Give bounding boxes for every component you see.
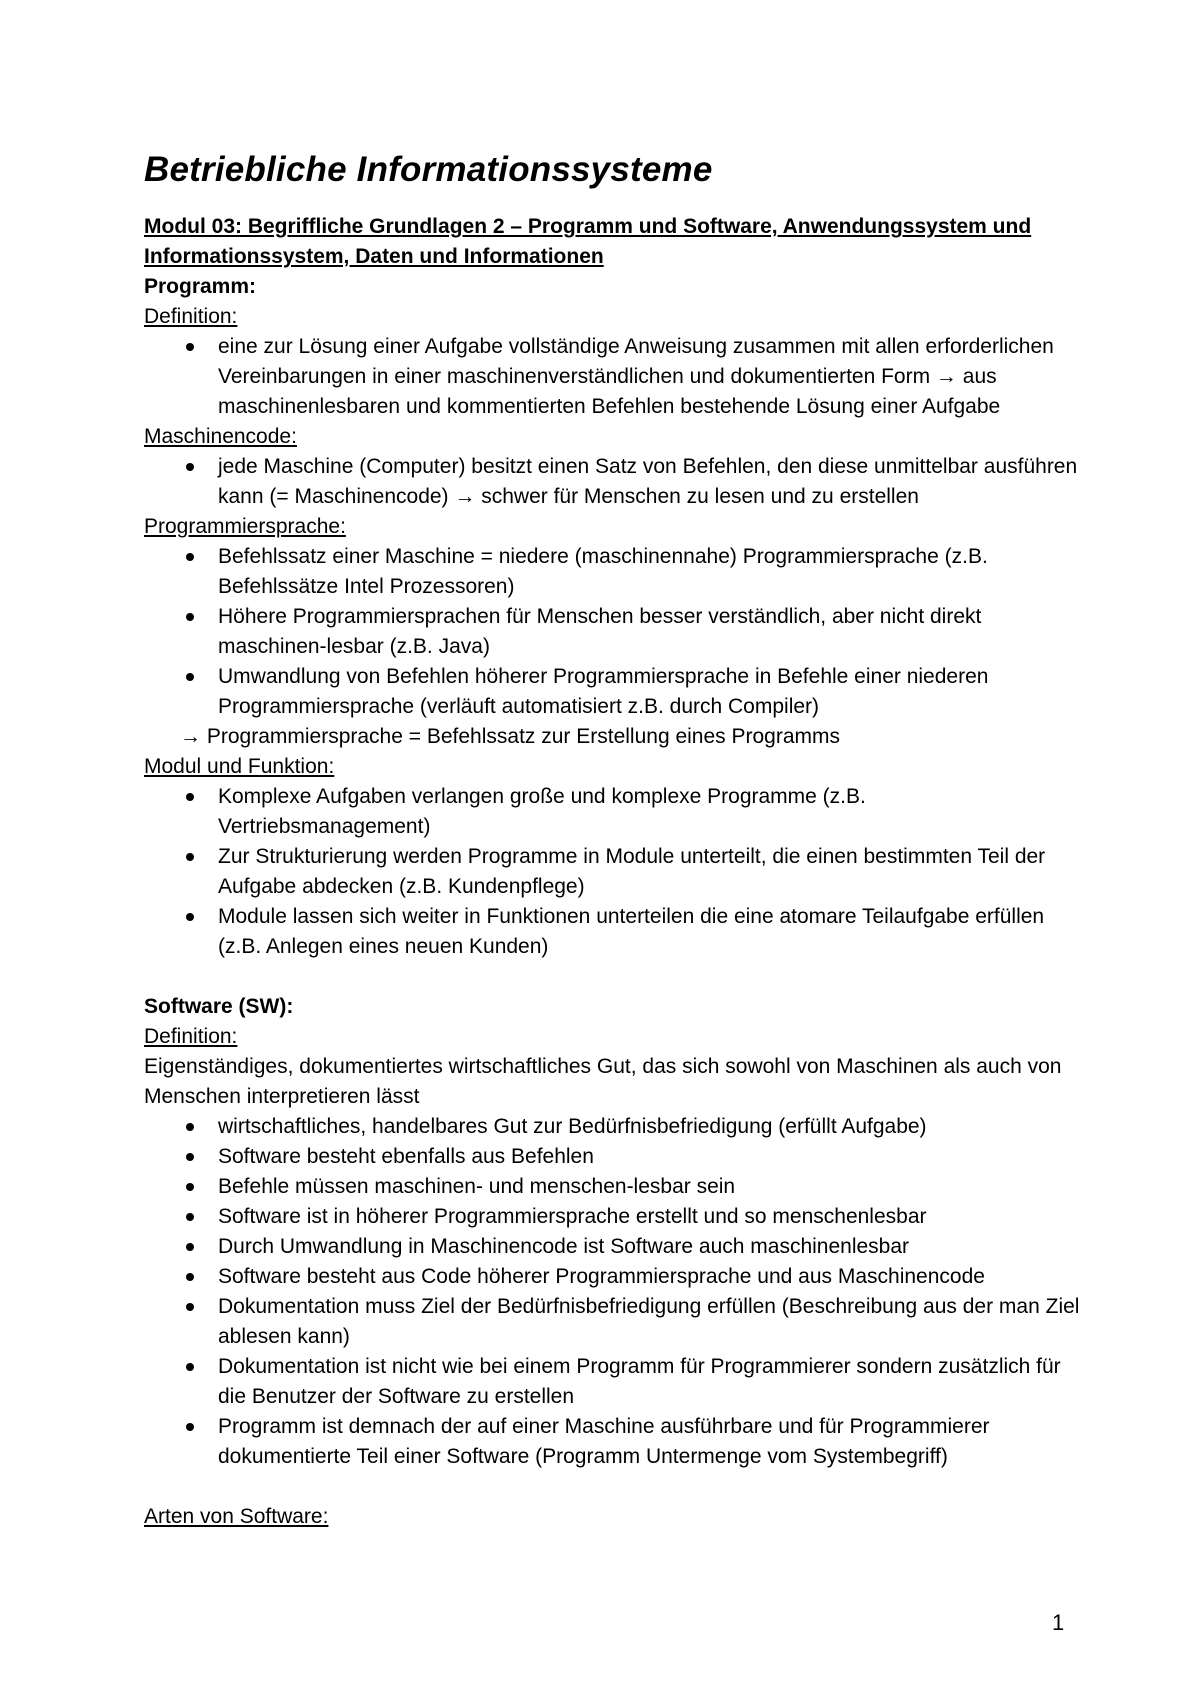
- maschinencode-list: [144, 452, 1084, 512]
- programmiersprache-list: [144, 542, 1084, 722]
- spacer: [144, 962, 1084, 992]
- page-number: 1: [1052, 1610, 1065, 1635]
- list-item: Befehle müssen maschinen- und menschen-lesbar sein: [144, 1172, 1084, 1202]
- list-item: Höhere Programmiersprachen für Menschen besser verständlich, aber nicht direkt maschinen-lesbar (z.B. Java): [144, 602, 1084, 662]
- programm-definition-heading: Definition:: [144, 305, 238, 328]
- list-item: eine zur Lösung einer Aufgabe vollständige Anweisung zusammen mit allen erforderlichen Vereinbarungen in einer maschinenverständlichen und dokumentierten Form → aus maschinenlesbaren und kommentierten Befehlen bestehende Lösung einer Aufgabe: [144, 332, 1084, 422]
- page-content: [144, 150, 1084, 1532]
- programmiersprache-heading: Programmiersprache:: [144, 515, 346, 538]
- list-item: Programm ist demnach der auf einer Maschine ausführbare und für Programmierer dokumentierte Teil einer Software (Programm Untermenge vom Systembegriff): [144, 1412, 1084, 1472]
- software-definition-heading: Definition:: [144, 1025, 238, 1048]
- list-item: Software besteht aus Code höherer Programmiersprache und aus Maschinencode: [144, 1262, 1084, 1292]
- software-definition-text: Eigenständiges, dokumentiertes wirtschaftliches Gut, das sich sowohl von Maschinen als auch von Menschen interpretieren lässt: [144, 1055, 1062, 1108]
- list-item: Software besteht ebenfalls aus Befehlen: [144, 1142, 1084, 1172]
- software-definition-list: [144, 1112, 1084, 1472]
- programm-definition-list: [144, 332, 1084, 422]
- list-item: Komplexe Aufgaben verlangen große und komplexe Programme (z.B. Vertriebsmanagement): [144, 782, 1084, 842]
- software-heading: Software (SW):: [144, 995, 294, 1018]
- arrow-right-icon: →: [180, 725, 201, 748]
- list-item: Dokumentation muss Ziel der Bedürfnisbefriedigung erfüllen (Beschreibung aus der man Ziel ablesen kann): [144, 1292, 1084, 1352]
- arten-von-software-heading: Arten von Software:: [144, 1505, 329, 1528]
- modul-funktion-list: [144, 782, 1084, 962]
- programmiersprache-conclusion: Programmiersprache = Befehlssatz zur Erstellung eines Programms: [206, 725, 841, 748]
- spacer: [144, 1472, 1084, 1502]
- list-item: Software ist in höherer Programmiersprache erstellt und so menschenlesbar: [144, 1202, 1084, 1232]
- document-title: Betriebliche Informationssysteme: [144, 150, 713, 189]
- list-item: Zur Strukturierung werden Programme in Module unterteilt, die einen bestimmten Teil der Aufgabe abdecken (z.B. Kundenpflege): [144, 842, 1084, 902]
- list-item: Befehlssatz einer Maschine = niedere (maschinennahe) Programmiersprache (z.B. Befehlssätze Intel Prozessoren): [144, 542, 1084, 602]
- modul-funktion-heading: Modul und Funktion:: [144, 755, 335, 778]
- programm-heading: Programm:: [144, 275, 257, 298]
- list-item: jede Maschine (Computer) besitzt einen Satz von Befehlen, den diese unmittelbar ausführen kann (= Maschinencode) → schwer für Menschen zu lesen und zu erstellen: [144, 452, 1084, 512]
- programmiersprache-conclusion-line: [144, 722, 1084, 752]
- list-item: Dokumentation ist nicht wie bei einem Programm für Programmierer sondern zusätzlich für die Benutzer der Software zu erstellen: [144, 1352, 1084, 1412]
- maschinencode-heading: Maschinencode:: [144, 425, 297, 448]
- list-item: wirtschaftliches, handelbares Gut zur Bedürfnisbefriedigung (erfüllt Aufgabe): [144, 1112, 1084, 1142]
- list-item: Module lassen sich weiter in Funktionen unterteilen die eine atomare Teilaufgabe erfüllen (z.B. Anlegen eines neuen Kunden): [144, 902, 1084, 962]
- list-item: Umwandlung von Befehlen höherer Programmiersprache in Befehle einer niederen Programmiersprache (verläuft automatisiert z.B. durch Compiler): [144, 662, 1084, 722]
- module-heading: Modul 03: Begriffliche Grundlagen 2 – Programm und Software, Anwendungssystem und Informationssystem, Daten und Informationen: [144, 215, 1032, 268]
- list-item: Durch Umwandlung in Maschinencode ist Software auch maschinenlesbar: [144, 1232, 1084, 1262]
